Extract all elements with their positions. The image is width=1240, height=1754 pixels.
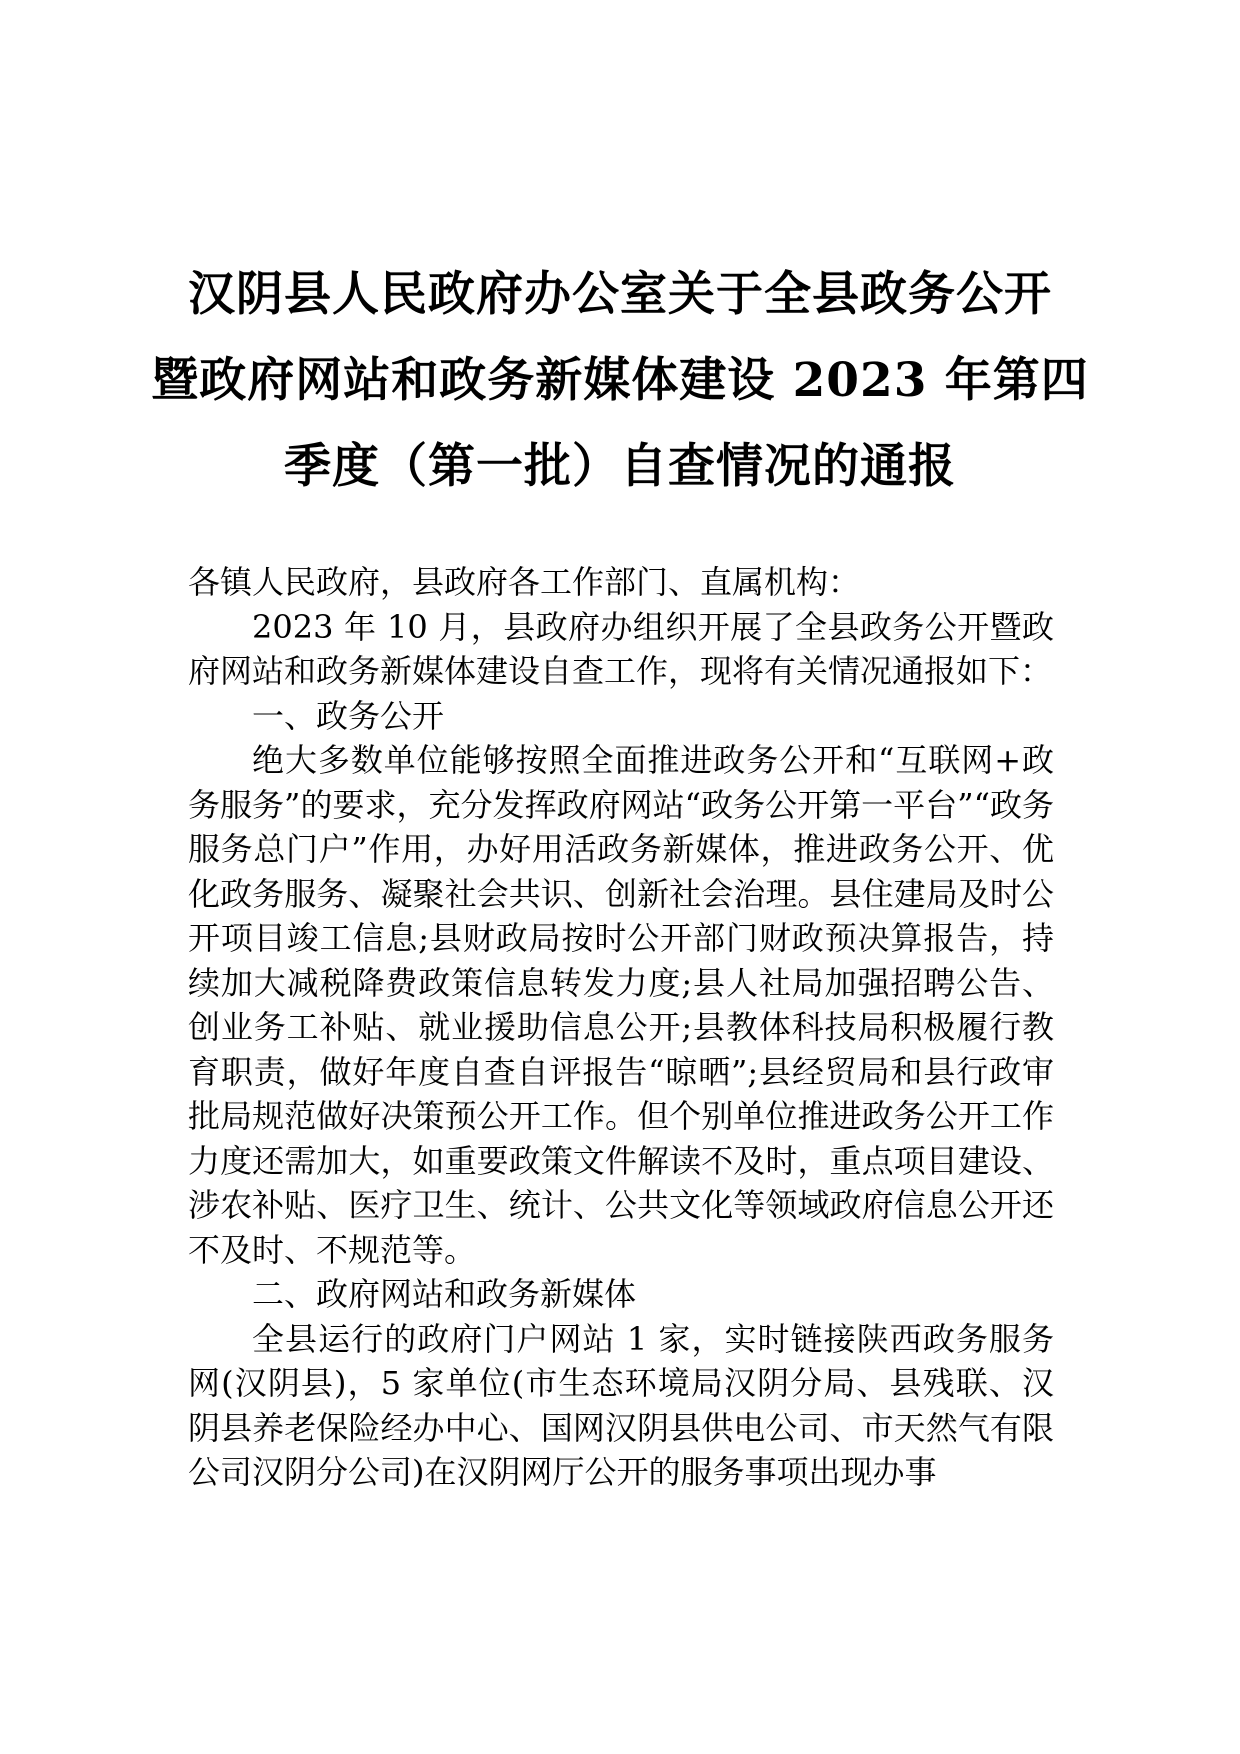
section-1-paragraph: 绝大多数单位能够按照全面推进政务公开和“互联网+政务服务”的要求，充分发挥政府网站“政务公开第一平台”“政务服务总门户”作用，办好用活政务新媒体，推进政务公开、优化政务服务、凝聚社会共识、创新社会治理。县住建局及时公开项目竣工信息;县财政局按时公开部门财政预决算报告，持续加大减税降费政策信息转发力度;县人社局加强招聘公告、创业务工补贴、就业援助信息公开;县教体科技局积极履行教育职责，做好年度自查自评报告“晾晒”;县经贸局和县行政审批局规范做好决策预公开工作。但个别单位推进政务公开工作力度还需加大，如重要政策文件解读不及时，重点项目建设、涉农补贴、医疗卫生、统计、公共文化等领域政府信息公开还不及时、不规范等。 (188, 741, 1054, 1269)
section-1-heading: 一、政务公开 (252, 696, 445, 735)
section-2-paragraph: 全县运行的政府门户网站 1 家，实时链接陕西政务服务网(汉阴县)，5 家单位(市生态环境局汉阴分局、县残联、汉阴县养老保险经办中心、国网汉阴县供电公司、市天然气有限公司汉阴分公司)在汉阴网厅公开的服务事项出现办事 (188, 1319, 1054, 1491)
title-line-3: 季度（第一批）自查情况的通报 (284, 439, 956, 494)
document-body (188, 560, 1054, 1495)
document-title (150, 252, 1090, 510)
title-line-1: 汉阴县人民政府办公室关于全县政务公开 (188, 267, 1052, 322)
intro-paragraph: 2023 年 10 月，县政府办组织开展了全县政务公开暨政府网站和政务新媒体建设自查工作，现将有关情况通报如下： (188, 607, 1054, 690)
section-2-heading: 二、政府网站和政务新媒体 (252, 1275, 637, 1313)
salutation: 各镇人民政府，县政府各工作部门、直属机构： (188, 563, 861, 601)
title-line-2: 暨政府网站和政务新媒体建设 2023 年第四 (151, 353, 1089, 408)
